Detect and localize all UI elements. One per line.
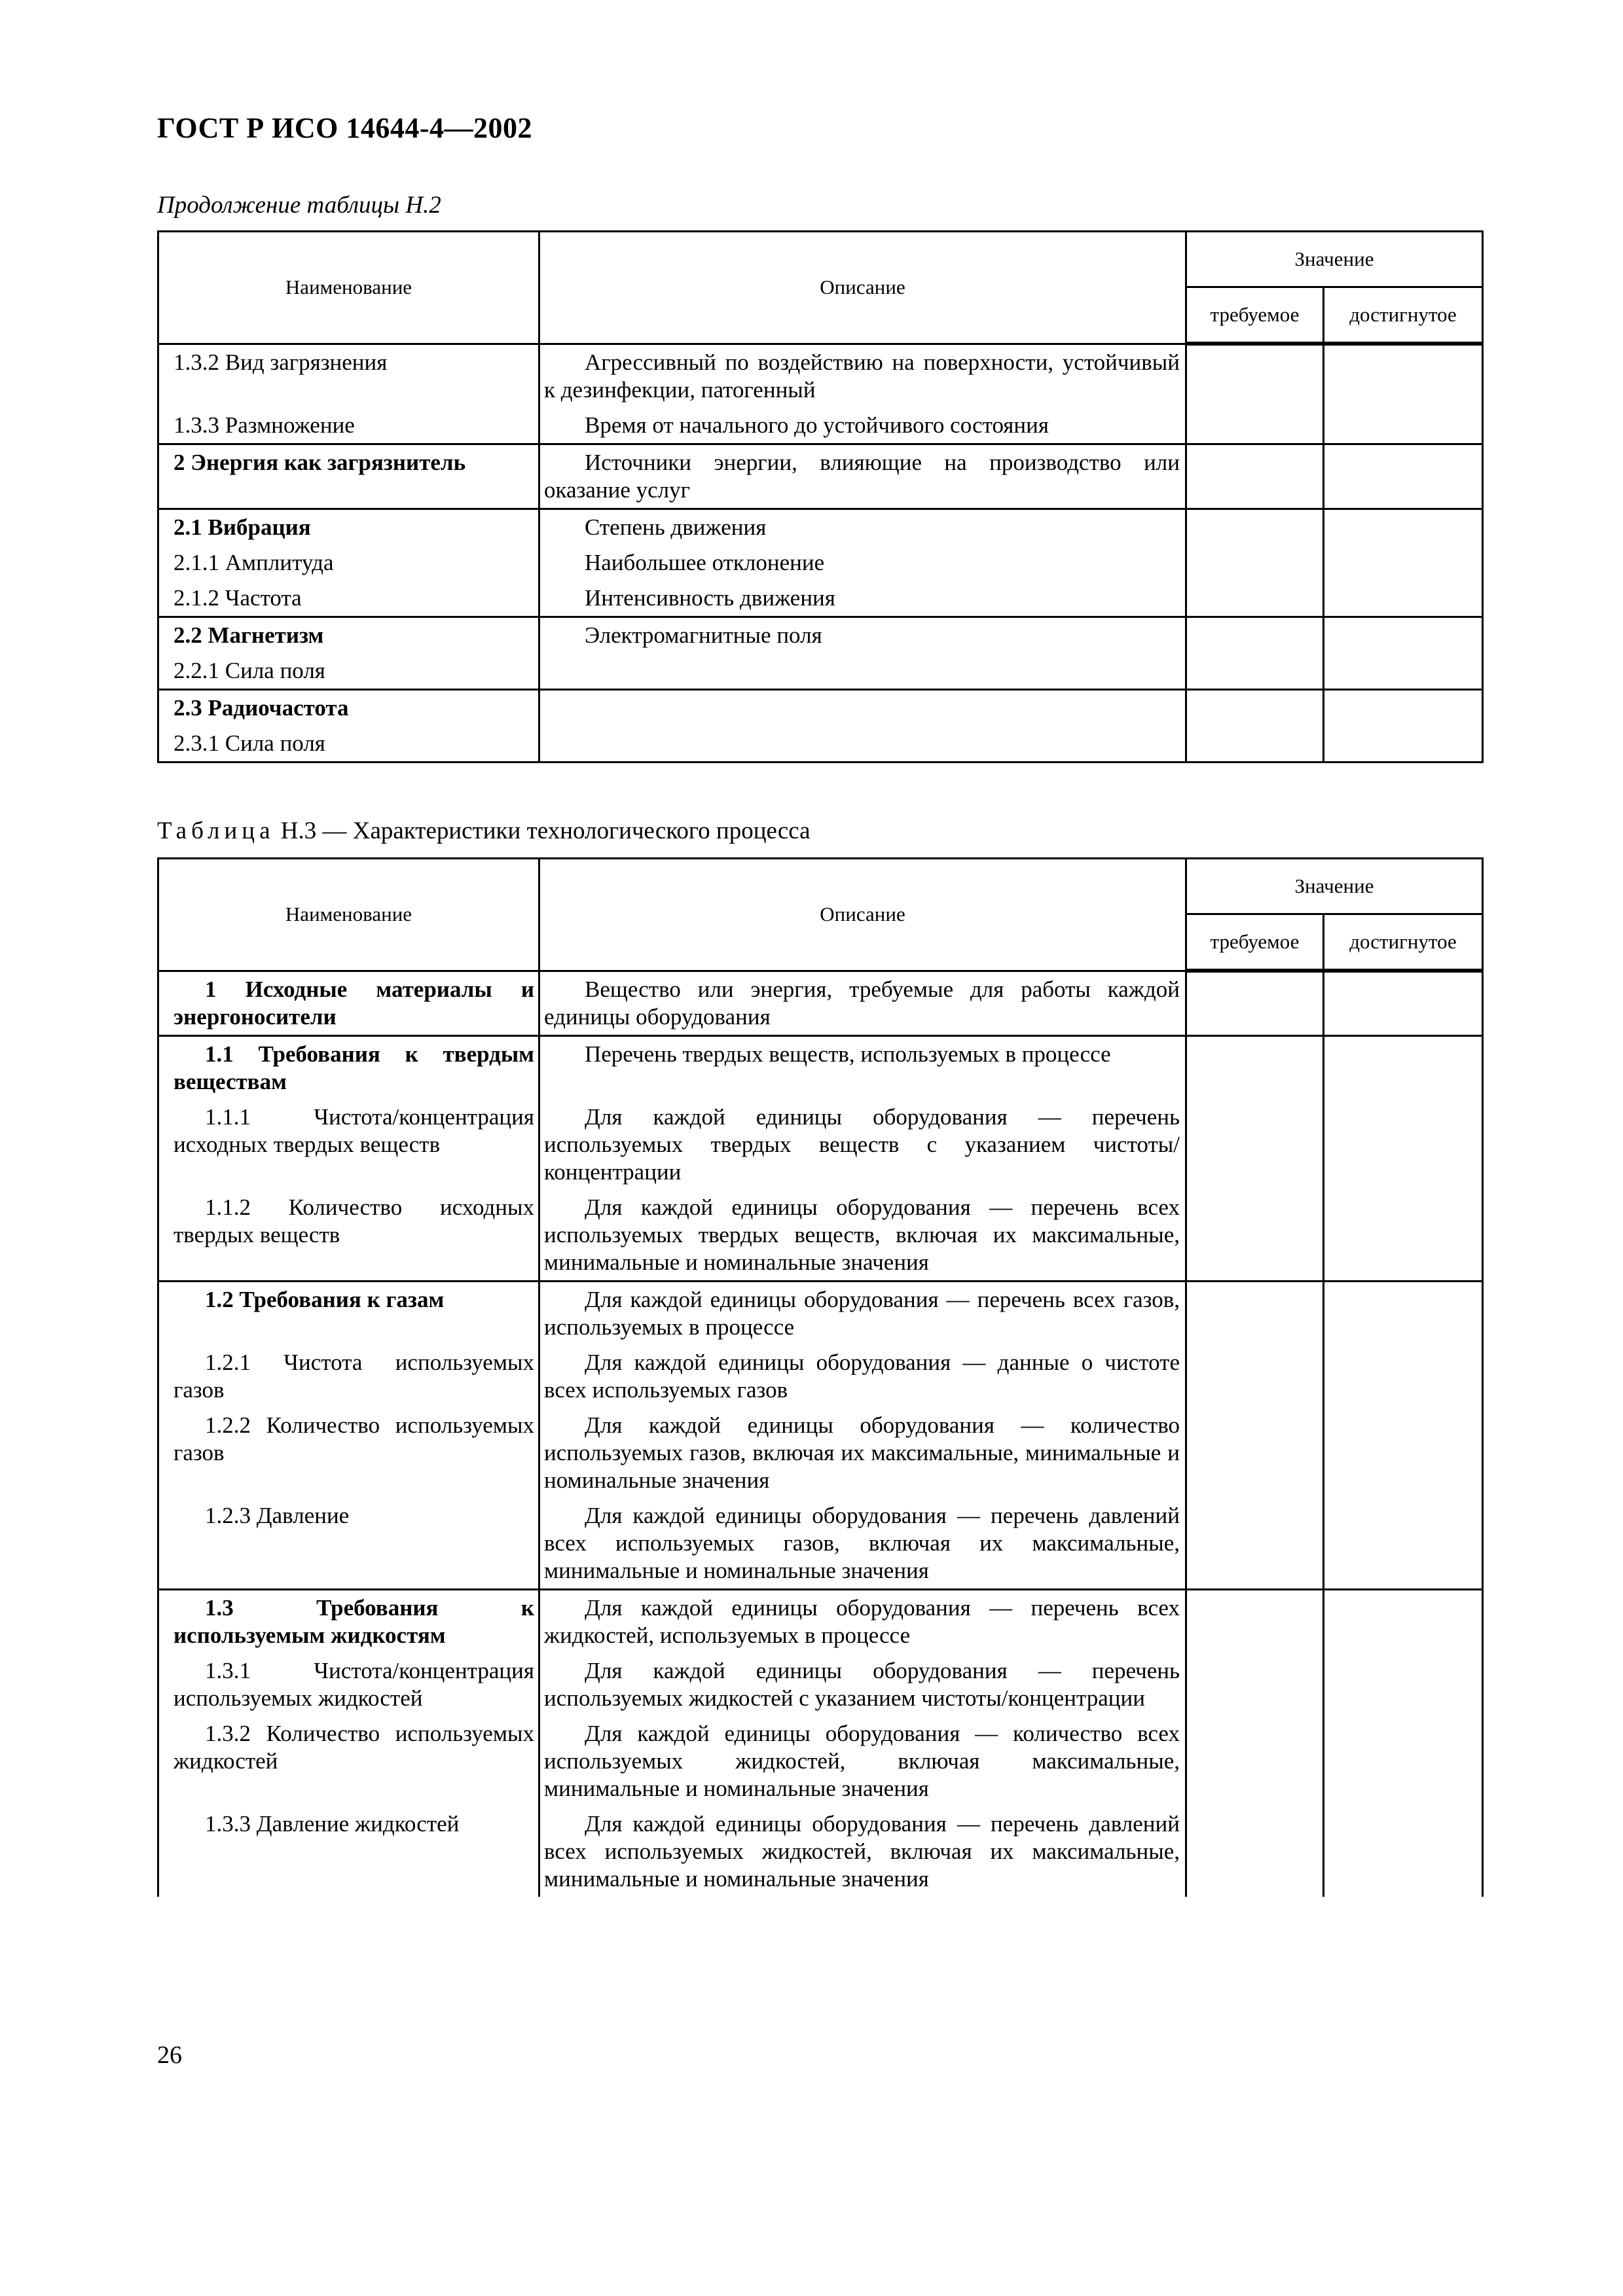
table-row-group bbox=[158, 444, 1483, 509]
row-name: 1.3.2 Вид загрязнения bbox=[158, 344, 539, 408]
row-name: 1 Исходные материалы и энергоносители bbox=[158, 971, 539, 1035]
table-row bbox=[158, 1716, 1483, 1806]
achieved-value-cell bbox=[1324, 1653, 1483, 1716]
table-row-group bbox=[158, 344, 1483, 444]
column-header-achieved: достигнутое bbox=[1324, 914, 1483, 971]
required-value-cell bbox=[1186, 971, 1324, 1035]
row-description bbox=[539, 726, 1186, 762]
required-value-cell bbox=[1186, 581, 1324, 617]
row-description: Для каждой единицы оборудования — перечень используемых жидкостей с указанием чистоты/концентрации bbox=[539, 1653, 1186, 1716]
achieved-value-cell bbox=[1324, 1345, 1483, 1408]
achieved-value-cell bbox=[1324, 1100, 1483, 1190]
achieved-value-cell bbox=[1324, 1716, 1483, 1806]
achieved-value-cell bbox=[1324, 545, 1483, 581]
row-description: Вещество или энергия, требуемые для работы каждой единицы оборудования bbox=[539, 971, 1186, 1035]
row-description: Электромагнитные поля bbox=[539, 617, 1186, 653]
achieved-value-cell bbox=[1324, 408, 1483, 444]
required-value-cell bbox=[1186, 1716, 1324, 1806]
required-value-cell bbox=[1186, 1190, 1324, 1282]
row-description: Интенсивность движения bbox=[539, 581, 1186, 617]
achieved-value-cell bbox=[1324, 1408, 1483, 1498]
row-description: Наибольшее отклонение bbox=[539, 545, 1186, 581]
row-name: 2.3 Радиочастота bbox=[158, 689, 539, 726]
row-description: Перечень твердых веществ, используемых в процессе bbox=[539, 1035, 1186, 1100]
achieved-value-cell bbox=[1324, 1498, 1483, 1590]
table-row bbox=[158, 1345, 1483, 1408]
column-header-description: Описание bbox=[539, 232, 1186, 344]
table-h3-caption bbox=[157, 817, 811, 845]
row-description bbox=[539, 689, 1186, 726]
table-row-group bbox=[158, 971, 1483, 1035]
table-row bbox=[158, 1281, 1483, 1345]
row-name: 1.1 Требования к твердым веществам bbox=[158, 1035, 539, 1100]
row-name: 1.2.3 Давление bbox=[158, 1498, 539, 1590]
table-row bbox=[158, 1408, 1483, 1498]
required-value-cell bbox=[1186, 1589, 1324, 1653]
row-description: Для каждой единицы оборудования — количество всех используемых жидкостей, включая максимальные, минимальные и номинальные значения bbox=[539, 1716, 1186, 1806]
column-header-achieved: достигнутое bbox=[1324, 287, 1483, 344]
row-name: 2.1 Вибрация bbox=[158, 509, 539, 545]
achieved-value-cell bbox=[1324, 726, 1483, 762]
achieved-value-cell bbox=[1324, 653, 1483, 690]
row-description bbox=[539, 653, 1186, 690]
required-value-cell bbox=[1186, 1408, 1324, 1498]
table-row bbox=[158, 545, 1483, 581]
row-name: 1.2.2 Количество используемых газов bbox=[158, 1408, 539, 1498]
column-header-name: Наименование bbox=[158, 232, 539, 344]
required-value-cell bbox=[1186, 617, 1324, 653]
row-name: 2.1.1 Амплитуда bbox=[158, 545, 539, 581]
required-value-cell bbox=[1186, 444, 1324, 509]
row-name: 1.3.2 Количество используемых жидкостей bbox=[158, 1716, 539, 1806]
column-header-name: Наименование bbox=[158, 859, 539, 971]
table-row-group bbox=[158, 1035, 1483, 1281]
achieved-value-cell bbox=[1324, 689, 1483, 726]
document-standard-number: ГОСТ Р ИСО 14644-4—2002 bbox=[157, 112, 533, 144]
required-value-cell bbox=[1186, 408, 1324, 444]
achieved-value-cell bbox=[1324, 509, 1483, 545]
caption-title: Н.3 — Характеристики технологического процесса bbox=[274, 817, 811, 844]
table-h3 bbox=[157, 857, 1484, 1897]
row-name: 2.3.1 Сила поля bbox=[158, 726, 539, 762]
required-value-cell bbox=[1186, 726, 1324, 762]
table-row bbox=[158, 1100, 1483, 1190]
table-h2-continuation bbox=[157, 230, 1484, 763]
required-value-cell bbox=[1186, 653, 1324, 690]
row-name: 1.2 Требования к газам bbox=[158, 1281, 539, 1345]
achieved-value-cell bbox=[1324, 444, 1483, 509]
table-row-group bbox=[158, 1589, 1483, 1897]
table-row bbox=[158, 971, 1483, 1035]
row-name: 2.2 Магнетизм bbox=[158, 617, 539, 653]
row-description: Для каждой единицы оборудования — перечень всех используемых твердых веществ, включая их максимальные, минимальные и номинальные значения bbox=[539, 1190, 1186, 1282]
row-description: Время от начального до устойчивого состояния bbox=[539, 408, 1186, 444]
table-row bbox=[158, 726, 1483, 762]
table-row bbox=[158, 344, 1483, 408]
achieved-value-cell bbox=[1324, 1281, 1483, 1345]
row-description: Для каждой единицы оборудования — перечень всех газов, используемых в процессе bbox=[539, 1281, 1186, 1345]
table-row bbox=[158, 444, 1483, 509]
required-value-cell bbox=[1186, 545, 1324, 581]
row-description: Агрессивный по воздействию на поверхности, устойчивый к дезинфекции, патогенный bbox=[539, 344, 1186, 408]
table-row bbox=[158, 1190, 1483, 1282]
achieved-value-cell bbox=[1324, 581, 1483, 617]
row-name: 2 Энергия как загрязнитель bbox=[158, 444, 539, 509]
row-description: Для каждой единицы оборудования — перечень используемых твердых веществ с указанием чистоты/концентрации bbox=[539, 1100, 1186, 1190]
row-name: 1.1.2 Количество исходных твердых веществ bbox=[158, 1190, 539, 1282]
table-row bbox=[158, 1498, 1483, 1590]
table-row bbox=[158, 509, 1483, 545]
row-description: Для каждой единицы оборудования — перечень давлений всех используемых газов, включая их максимальные, минимальные и номинальные значения bbox=[539, 1498, 1186, 1590]
required-value-cell bbox=[1186, 1498, 1324, 1590]
table-row-group bbox=[158, 617, 1483, 689]
table-row bbox=[158, 581, 1483, 617]
required-value-cell bbox=[1186, 1281, 1324, 1345]
required-value-cell bbox=[1186, 1806, 1324, 1897]
table-continuation-caption: Продолжение таблицы Н.2 bbox=[157, 192, 441, 219]
table-row-group bbox=[158, 689, 1483, 762]
table-row bbox=[158, 408, 1483, 444]
required-value-cell bbox=[1186, 1100, 1324, 1190]
table-row bbox=[158, 1653, 1483, 1716]
column-header-value: Значение bbox=[1186, 232, 1483, 287]
table-row-group bbox=[158, 509, 1483, 617]
achieved-value-cell bbox=[1324, 1190, 1483, 1282]
row-description: Для каждой единицы оборудования — перечень давлений всех используемых жидкостей, включая их максимальные, минимальные и номинальные значения bbox=[539, 1806, 1186, 1897]
row-description: Для каждой единицы оборудования — перечень всех жидкостей, используемых в процессе bbox=[539, 1589, 1186, 1653]
row-description: Степень движения bbox=[539, 509, 1186, 545]
required-value-cell bbox=[1186, 1345, 1324, 1408]
row-name: 2.2.1 Сила поля bbox=[158, 653, 539, 690]
caption-label: Таблица bbox=[157, 817, 275, 844]
row-name: 2.1.2 Частота bbox=[158, 581, 539, 617]
row-description: Для каждой единицы оборудования — количество используемых газов, включая их максимальные, минимальные и номинальные значения bbox=[539, 1408, 1186, 1498]
row-description: Для каждой единицы оборудования — данные о чистоте всех используемых газов bbox=[539, 1345, 1186, 1408]
required-value-cell bbox=[1186, 344, 1324, 408]
achieved-value-cell bbox=[1324, 971, 1483, 1035]
required-value-cell bbox=[1186, 689, 1324, 726]
table-row bbox=[158, 1035, 1483, 1100]
row-description: Источники энергии, влияющие на производство или оказание услуг bbox=[539, 444, 1186, 509]
required-value-cell bbox=[1186, 509, 1324, 545]
column-header-value: Значение bbox=[1186, 859, 1483, 914]
table-row bbox=[158, 1589, 1483, 1653]
row-name: 1.3.3 Размножение bbox=[158, 408, 539, 444]
page-number: 26 bbox=[157, 2041, 182, 2069]
row-name: 1.1.1 Чистота/концентрация исходных твердых веществ bbox=[158, 1100, 539, 1190]
table-row bbox=[158, 689, 1483, 726]
achieved-value-cell bbox=[1324, 1589, 1483, 1653]
table-row bbox=[158, 617, 1483, 653]
table-row bbox=[158, 1806, 1483, 1897]
table-row bbox=[158, 653, 1483, 690]
table-row-group bbox=[158, 1281, 1483, 1589]
row-name: 1.3.3 Давление жидкостей bbox=[158, 1806, 539, 1897]
required-value-cell bbox=[1186, 1653, 1324, 1716]
achieved-value-cell bbox=[1324, 1806, 1483, 1897]
row-name: 1.2.1 Чистота используемых газов bbox=[158, 1345, 539, 1408]
row-name: 1.3 Требования к используемым жидкостям bbox=[158, 1589, 539, 1653]
achieved-value-cell bbox=[1324, 1035, 1483, 1100]
column-header-required: требуемое bbox=[1186, 914, 1324, 971]
required-value-cell bbox=[1186, 1035, 1324, 1100]
achieved-value-cell bbox=[1324, 617, 1483, 653]
achieved-value-cell bbox=[1324, 344, 1483, 408]
column-header-required: требуемое bbox=[1186, 287, 1324, 344]
row-name: 1.3.1 Чистота/концентрация используемых жидкостей bbox=[158, 1653, 539, 1716]
column-header-description: Описание bbox=[539, 859, 1186, 971]
